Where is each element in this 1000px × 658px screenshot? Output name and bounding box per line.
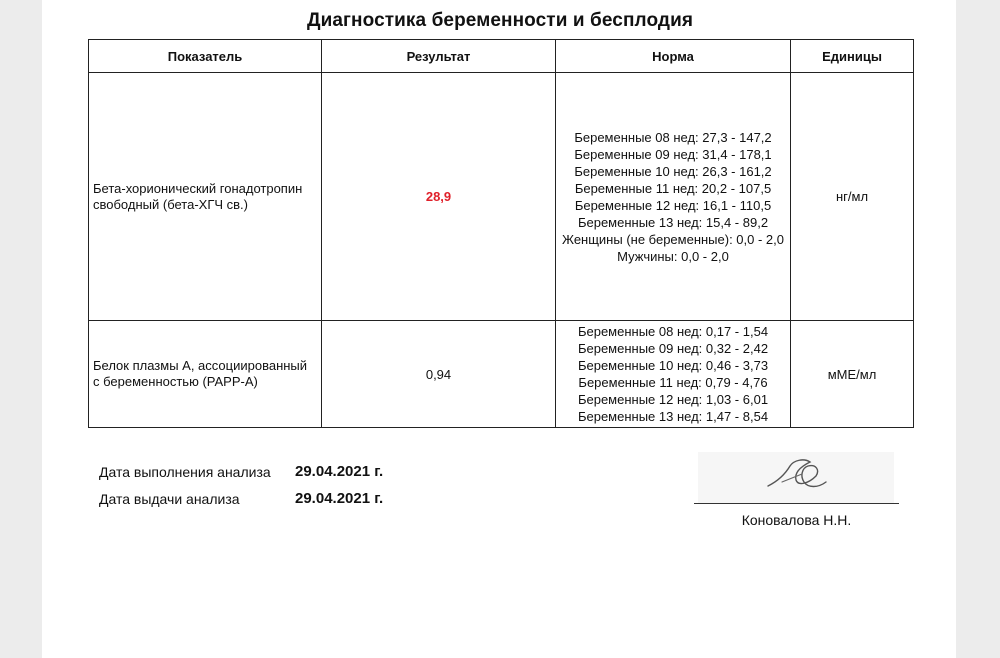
signature-image: [698, 452, 894, 504]
dates-block: [99, 458, 383, 512]
norm-line: Беременные 13 нед: 1,47 - 8,54: [577, 409, 769, 424]
result-cell: 0,94: [322, 321, 556, 428]
norm-cell: [556, 73, 791, 321]
result-cell-abnormal: 28,9: [322, 73, 556, 321]
results-table: [88, 39, 914, 428]
units-cell: нг/мл: [791, 73, 914, 321]
norm-line: Беременные 09 нед: 31,4 - 178,1: [574, 146, 772, 162]
norm-line: Мужчины: 0,0 - 2,0: [617, 248, 729, 264]
units-cell: мМЕ/мл: [791, 321, 914, 428]
header-parameter: Показатель: [89, 40, 322, 73]
execution-date-value: 29.04.2021 г.: [295, 463, 384, 480]
norm-line: Беременные 08 нед: 0,17 - 1,54: [577, 324, 769, 339]
norm-line: Беременные 11 нед: 0,79 - 4,76: [578, 375, 768, 390]
issue-date-value: 29.04.2021 г.: [295, 490, 384, 507]
header-result: Результат: [322, 40, 556, 73]
issue-date-row: [99, 485, 383, 512]
parameter-cell: Бета-хорионический гонадотропин свободный (бета-ХГЧ св.): [89, 73, 322, 321]
table-row: [89, 321, 914, 428]
norm-line: Женщины (не беременные): 0,0 - 2,0: [561, 231, 785, 247]
norm-line: Беременные 13 нед: 15,4 - 89,2: [577, 214, 769, 230]
execution-date-label: Дата выполнения анализа: [99, 463, 271, 480]
signature-line: [694, 503, 899, 504]
norm-line: Беременные 10 нед: 26,3 - 161,2: [574, 163, 772, 179]
norm-line: Беременные 09 нед: 0,32 - 2,42: [577, 341, 769, 356]
norm-line: Беременные 12 нед: 16,1 - 110,5: [574, 197, 772, 213]
norm-cell: [556, 321, 791, 428]
table-header-row: [89, 40, 914, 73]
norm-line: Беременные 10 нед: 0,46 - 3,73: [577, 358, 769, 373]
page-title: Диагностика беременности и бесплодия: [306, 10, 694, 31]
signature-area: [698, 452, 894, 504]
issue-date-label: Дата выдачи анализа: [99, 490, 240, 507]
header-units: Единицы: [791, 40, 914, 73]
signer-name: Коновалова Н.Н.: [741, 512, 852, 528]
header-norm: Норма: [556, 40, 791, 73]
execution-date-row: [99, 458, 383, 485]
table-row: [89, 73, 914, 321]
norm-line: Беременные 11 нед: 20,2 - 107,5: [574, 180, 772, 196]
norm-line: Беременные 08 нед: 27,3 - 147,2: [574, 129, 772, 145]
norm-line: Беременные 12 нед: 1,03 - 6,01: [577, 392, 769, 407]
parameter-cell: Белок плазмы А, ассоциированный с беременностью (PAPP-A): [89, 321, 322, 428]
